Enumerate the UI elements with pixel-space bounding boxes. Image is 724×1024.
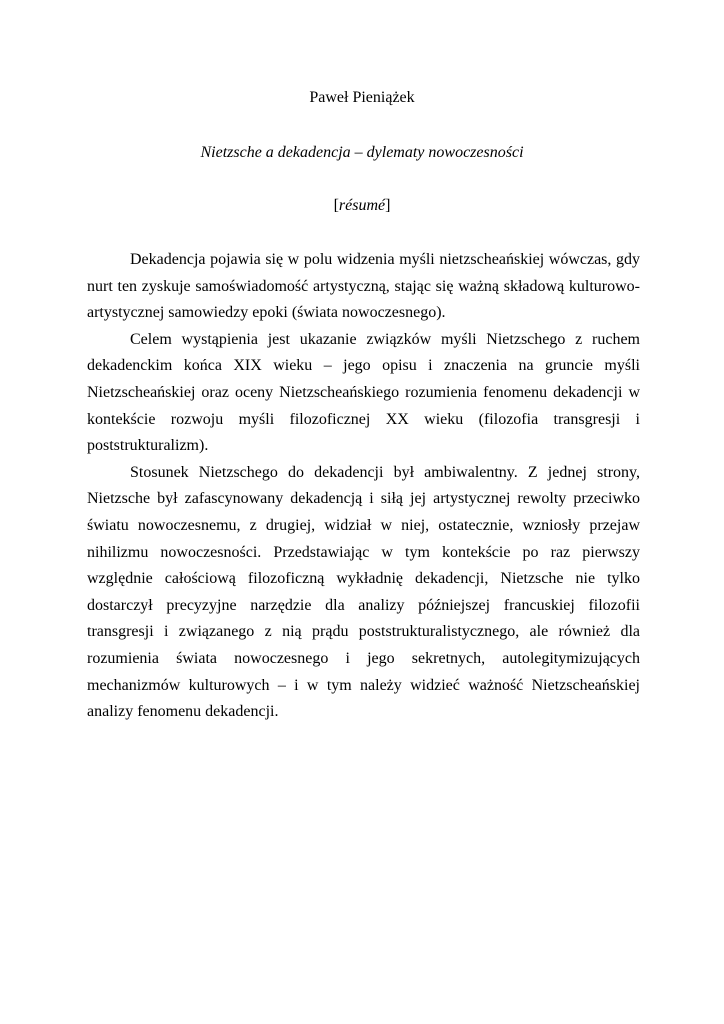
paragraph-1: Dekadencja pojawia się w polu widzenia myśli nietzscheańskiej wówczas, gdy nurt ten zyskuje samoświadomość artystyczną, stając się ważną składową kulturowo-artystycznej samowiedzy epoki (świata nowoczesnego).: [87, 251, 640, 322]
resume-bracket-close: ]: [385, 197, 391, 214]
document-title: Nietzsche a dekadencja – dylematy nowoczesności: [200, 144, 524, 161]
abstract-body: [87, 247, 640, 726]
resume-word: résumé: [338, 197, 386, 214]
author-name: Paweł Pieniążek: [309, 89, 415, 106]
paragraph-3: Stosunek Nietzschego do dekadencji był ambiwalentny. Z jednej strony, Nietzsche był zafascynowany dekadencją i siłą jej artystycznej rewolty przeciwko światu nowoczesnemu, z drugiej, widział w niej, ostatecznie, wzniosły przejaw nihilizmu nowoczesności. Przedstawiając w tym kontekście po raz pierwszy względnie całościową filozoficzną wykładnię dekadencji, Nietzsche nie tylko dostarczył precyzyjne narzędzie dla analizy późniejszej francuskiej filozofii transgresji i związanego z nią prądu poststrukturalistycznego, ale również dla rozumienia świata nowoczesnego i jego sekretnych, autolegitymizujących mechanizmów kulturowych – i w tym należy widzieć ważność Nietzscheańskiej analizy fenomenu dekadencji.: [87, 463, 640, 721]
resume-heading: [0, 196, 724, 216]
paragraph-2: Celem wystąpienia jest ukazanie związków myśli Nietzschego z ruchem dekadenckim końca XIX wieku – jego opisu i znaczenia na gruncie myśli Nietzscheańskiej oraz oceny Nietzscheańskiego rozumienia fenomenu dekadencji w kontekście rozwoju myśli filozoficznej XX wieku (filozofia transgresji i poststrukturalizm).: [87, 330, 640, 455]
resume-bracket-open: [: [333, 197, 339, 214]
